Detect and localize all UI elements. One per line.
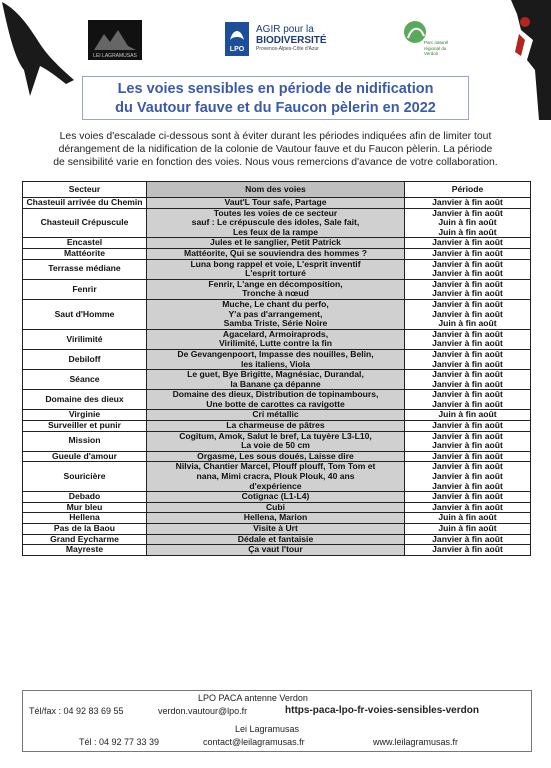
voie-line: d'expérience — [249, 480, 302, 491]
voie-line: Muche, Le chant du perfo, — [222, 298, 329, 309]
voie-line: Nilvia, Chantier Marcel, Plouff plouff, Tom Tom et — [175, 461, 376, 472]
park-label: Parc naturel régional du Verdon — [424, 40, 449, 56]
table-row — [23, 451, 531, 462]
voie-line: Ça vaut l'tour — [248, 544, 303, 555]
periode-line: Janvier à fin août — [432, 440, 503, 451]
periode-line: Juin à fin août — [438, 409, 497, 420]
footer-email-lagramusas[interactable]: contact@leilagramusas.fr — [203, 737, 305, 747]
voies-cell — [147, 513, 405, 524]
voies-cell — [147, 390, 405, 410]
voie-line: Une botte de carottes ca ravigotte — [206, 398, 345, 409]
secteur-cell: Encastel — [23, 238, 147, 249]
voie-line: Fenrir, L'ange en décomposition, — [208, 278, 343, 289]
footer-url-lagramusas[interactable]: www.leilagramusas.fr — [373, 737, 459, 747]
secteur-cell: Chasteuil Crépuscule — [23, 208, 147, 238]
voie-line: Hellena, Marion — [243, 512, 308, 523]
voies-cell — [147, 421, 405, 432]
secteur-cell: Terrasse médiane — [23, 259, 147, 279]
periode-line: Janvier à fin août — [432, 420, 503, 431]
footer-tel-lpo: Tél/fax : 04 92 83 69 55 — [29, 706, 124, 716]
periode-line: Janvier à fin août — [432, 207, 503, 218]
secteur-cell: Fenrir — [23, 279, 147, 299]
voie-line: Cogitum, Amok, Salut le bref, La tuyère L3-L10, — [179, 430, 372, 441]
periode-cell — [405, 462, 531, 492]
voies-cell — [147, 329, 405, 349]
periode-cell — [405, 492, 531, 503]
table-header-row — [23, 182, 531, 198]
intro-line1: Les voies d'escalade ci-dessous sont à éviter durant les périodes indiquées afin de limiter tout — [59, 131, 492, 142]
voies-cell — [147, 198, 405, 209]
voies-cell — [147, 248, 405, 259]
secteur-cell: Mission — [23, 431, 147, 451]
voies-cell — [147, 502, 405, 513]
header-periode: Période — [405, 182, 531, 198]
periode-cell — [405, 451, 531, 462]
svg-text:LEI LAGRAMUSAS: LEI LAGRAMUSAS — [93, 53, 137, 59]
periode-cell — [405, 329, 531, 349]
voies-cell — [147, 524, 405, 535]
periode-cell — [405, 421, 531, 432]
periode-line: Janvier à fin août — [432, 247, 503, 258]
page-title — [82, 76, 469, 120]
table-row — [23, 259, 531, 279]
periode-line: Janvier à fin août — [432, 389, 503, 400]
voies-cell — [147, 431, 405, 451]
periode-line: Janvier à fin août — [432, 398, 503, 409]
voie-line: Dédale et fantaisie — [237, 533, 314, 544]
voie-line: La charmeuse de pâtres — [226, 420, 325, 431]
footer-org-lagramusas: Lei Lagramusas — [235, 724, 300, 734]
voie-line: nana, Mimi cracra, Plouk Plouk, 40 ans — [196, 471, 355, 482]
voie-line: Y'a pas d'arrangement, — [228, 308, 323, 319]
table-row — [23, 208, 531, 238]
voies-cell — [147, 299, 405, 329]
voie-line: La voie de 50 cm — [241, 440, 310, 451]
secteur-cell: Mattéorite — [23, 248, 147, 259]
table-row — [23, 198, 531, 209]
contact-footer — [22, 690, 532, 752]
periode-cell — [405, 248, 531, 259]
secteur-cell: Debiloff — [23, 349, 147, 369]
agir-line1: AGIR pour la — [256, 24, 314, 35]
secteur-cell: Mur bleu — [23, 502, 147, 513]
intro-line3: de sensibilité varie en fonction des voies. Nous vous remercions d'avance de votre collaboration. — [53, 157, 498, 168]
table-row — [23, 349, 531, 369]
periode-cell — [405, 349, 531, 369]
voies-cell — [147, 545, 405, 556]
voies-cell — [147, 259, 405, 279]
voies-cell — [147, 208, 405, 238]
table-row — [23, 524, 531, 535]
periode-line: Janvier à fin août — [432, 338, 503, 349]
table-row — [23, 248, 531, 259]
periode-cell — [405, 279, 531, 299]
table-row — [23, 492, 531, 503]
table-row — [23, 299, 531, 329]
table-row — [23, 370, 531, 390]
periode-cell — [405, 299, 531, 329]
voies-cell — [147, 462, 405, 492]
table-row — [23, 279, 531, 299]
voie-line: Cri métallic — [252, 409, 299, 420]
secteur-cell: Pas de la Baou — [23, 524, 147, 535]
routes-table — [22, 181, 531, 556]
periode-line: Juin à fin août — [438, 512, 497, 523]
table-row — [23, 421, 531, 432]
voies-cell — [147, 238, 405, 249]
secteur-cell: Souricière — [23, 462, 147, 492]
periode-line: Janvier à fin août — [432, 278, 503, 289]
voie-line: Cubi — [265, 501, 286, 512]
logo-bar — [0, 18, 551, 68]
periode-line: Janvier à fin août — [432, 533, 503, 544]
periode-line: Janvier à fin août — [432, 480, 503, 491]
periode-line: Janvier à fin août — [432, 544, 503, 555]
voie-line: Agacelard, Armoiraprods, — [222, 328, 329, 339]
svg-text:LPO: LPO — [229, 46, 245, 53]
periode-line: Janvier à fin août — [432, 430, 503, 441]
periode-cell — [405, 208, 531, 238]
periode-cell — [405, 390, 531, 410]
table-row — [23, 238, 531, 249]
voie-line: Mattéorite, Qui se souviendra des hommes ? — [184, 247, 367, 258]
title-line1: Les voies sensibles en période de nidification — [117, 81, 434, 97]
periode-cell — [405, 370, 531, 390]
voie-line: Jules et le sanglier, Petit Patrick — [210, 237, 341, 248]
secteur-cell: Mayreste — [23, 545, 147, 556]
voies-cell — [147, 410, 405, 421]
title-line2: du Vautour fauve et du Faucon pèlerin en 2022 — [115, 100, 436, 116]
periode-line: Janvier à fin août — [432, 471, 503, 482]
periode-cell — [405, 524, 531, 535]
periode-line: Janvier à fin août — [432, 258, 503, 269]
table-row — [23, 431, 531, 451]
footer-email-lpo[interactable]: verdon.vautour@lpo.fr — [158, 706, 248, 716]
periode-line: Janvier à fin août — [432, 348, 503, 359]
intro-paragraph — [20, 130, 531, 169]
header-voies: Nom des voies — [147, 182, 405, 198]
intro-line2: dérangement de la nidification de la colonie de Vautour fauve et du Faucon pèlerin. La période — [58, 144, 493, 155]
voie-line: sauf : Le crépuscule des idoles, Sale fait, — [191, 217, 360, 228]
periode-line: Juin à fin août — [438, 217, 497, 228]
footer-url-lpo[interactable]: https-paca-lpo-fr-voies-sensibles-verdon — [285, 705, 479, 716]
voie-line: Les feux de la rampe — [232, 226, 319, 237]
header-secteur: Secteur — [23, 182, 147, 198]
secteur-cell: Debado — [23, 492, 147, 503]
voie-line: De Gevangenpoort, Impasse des nouilles, Belin, — [177, 348, 374, 359]
secteur-cell: Grand Eycharme — [23, 534, 147, 545]
secteur-cell: Surveiller et punir — [23, 421, 147, 432]
lpo-logo — [225, 22, 249, 56]
table-row — [23, 502, 531, 513]
periode-line: Juin à fin août — [438, 523, 497, 533]
periode-line: Janvier à fin août — [432, 491, 503, 502]
secteur-cell: Domaine des dieux — [23, 390, 147, 410]
periode-line: Janvier à fin août — [432, 450, 503, 461]
periode-line: Janvier à fin août — [432, 268, 503, 279]
periode-line: Janvier à fin août — [432, 298, 503, 309]
table-row — [23, 410, 531, 421]
voies-cell — [147, 349, 405, 369]
voie-line: Tronche à nœud — [242, 288, 309, 299]
periode-line: Janvier à fin août — [432, 358, 503, 369]
voie-line: Orgasme, Les sous doués, Laisse dire — [197, 450, 354, 461]
periode-cell — [405, 431, 531, 451]
agir-line3: Provence-Alpes-Côte d'Azur — [256, 46, 319, 52]
periode-line: Janvier à fin août — [432, 288, 503, 299]
voies-cell — [147, 451, 405, 462]
table-row — [23, 329, 531, 349]
voie-line: Visite à Urt — [253, 523, 298, 533]
secteur-cell: Saut d'Homme — [23, 299, 147, 329]
secteur-cell: Virginie — [23, 410, 147, 421]
periode-line: Janvier à fin août — [432, 237, 503, 248]
agir-biodiversite-logo-text — [256, 24, 327, 53]
table-row — [23, 462, 531, 492]
voie-line: les italiens, Viola — [240, 358, 311, 369]
voie-line: Virilimité, Lutte contre la fin — [218, 338, 332, 349]
voie-line: Toutes les voies de ce secteur — [213, 207, 338, 218]
periode-cell — [405, 545, 531, 556]
secteur-cell: Hellena — [23, 513, 147, 524]
voie-line: Luna bong rappel et voie, L'esprit inventif — [190, 258, 361, 269]
footer-org-lpo: LPO PACA antenne Verdon — [198, 693, 308, 703]
voie-line: L'esprit torturé — [245, 268, 306, 279]
voies-cell — [147, 279, 405, 299]
table-row — [23, 534, 531, 545]
footer-tel-lagramusas: Tél : 04 92 77 33 39 — [79, 737, 160, 747]
lei-lagramusas-logo — [88, 20, 142, 60]
periode-line: Janvier à fin août — [432, 369, 503, 380]
voie-line: Cotignac (L1-L4) — [241, 491, 310, 502]
periode-cell — [405, 502, 531, 513]
secteur-cell: Virilimité — [23, 329, 147, 349]
periode-line: Juin à fin août — [438, 226, 497, 237]
periode-cell — [405, 534, 531, 545]
periode-line: Janvier à fin août — [432, 461, 503, 472]
periode-cell — [405, 238, 531, 249]
periode-cell — [405, 198, 531, 209]
secteur-cell: Gueule d'amour — [23, 451, 147, 462]
table-row — [23, 545, 531, 556]
periode-line: Janvier à fin août — [432, 328, 503, 339]
voies-cell — [147, 492, 405, 503]
voie-line: Samba Triste, Série Noire — [223, 318, 328, 329]
voies-cell — [147, 370, 405, 390]
periode-line: Janvier à fin août — [432, 308, 503, 319]
voie-line: Le guet, Bye Brigitte, Magnésiac, Durandal, — [187, 369, 364, 380]
agir-line2: BIODIVERSITÉ — [256, 35, 327, 46]
voie-line: la Banane ça dépanne — [230, 378, 321, 389]
secteur-cell: Séance — [23, 370, 147, 390]
voies-cell — [147, 534, 405, 545]
voie-line: Vaut'L Tour safe, Partage — [224, 197, 327, 207]
periode-cell — [405, 410, 531, 421]
secteur-cell: Chasteuil arrivée du Chemin — [23, 198, 147, 209]
periode-cell — [405, 259, 531, 279]
table-row — [23, 513, 531, 524]
periode-line: Janvier à fin août — [432, 501, 503, 512]
routes-table-body — [23, 198, 531, 556]
table-row — [23, 390, 531, 410]
periode-line: Janvier à fin août — [432, 197, 503, 207]
periode-line: Juin à fin août — [438, 318, 497, 329]
periode-cell — [405, 513, 531, 524]
periode-line: Janvier à fin août — [432, 378, 503, 389]
voie-line: Domaine des dieux, Distribution de topinambours, — [172, 389, 379, 400]
